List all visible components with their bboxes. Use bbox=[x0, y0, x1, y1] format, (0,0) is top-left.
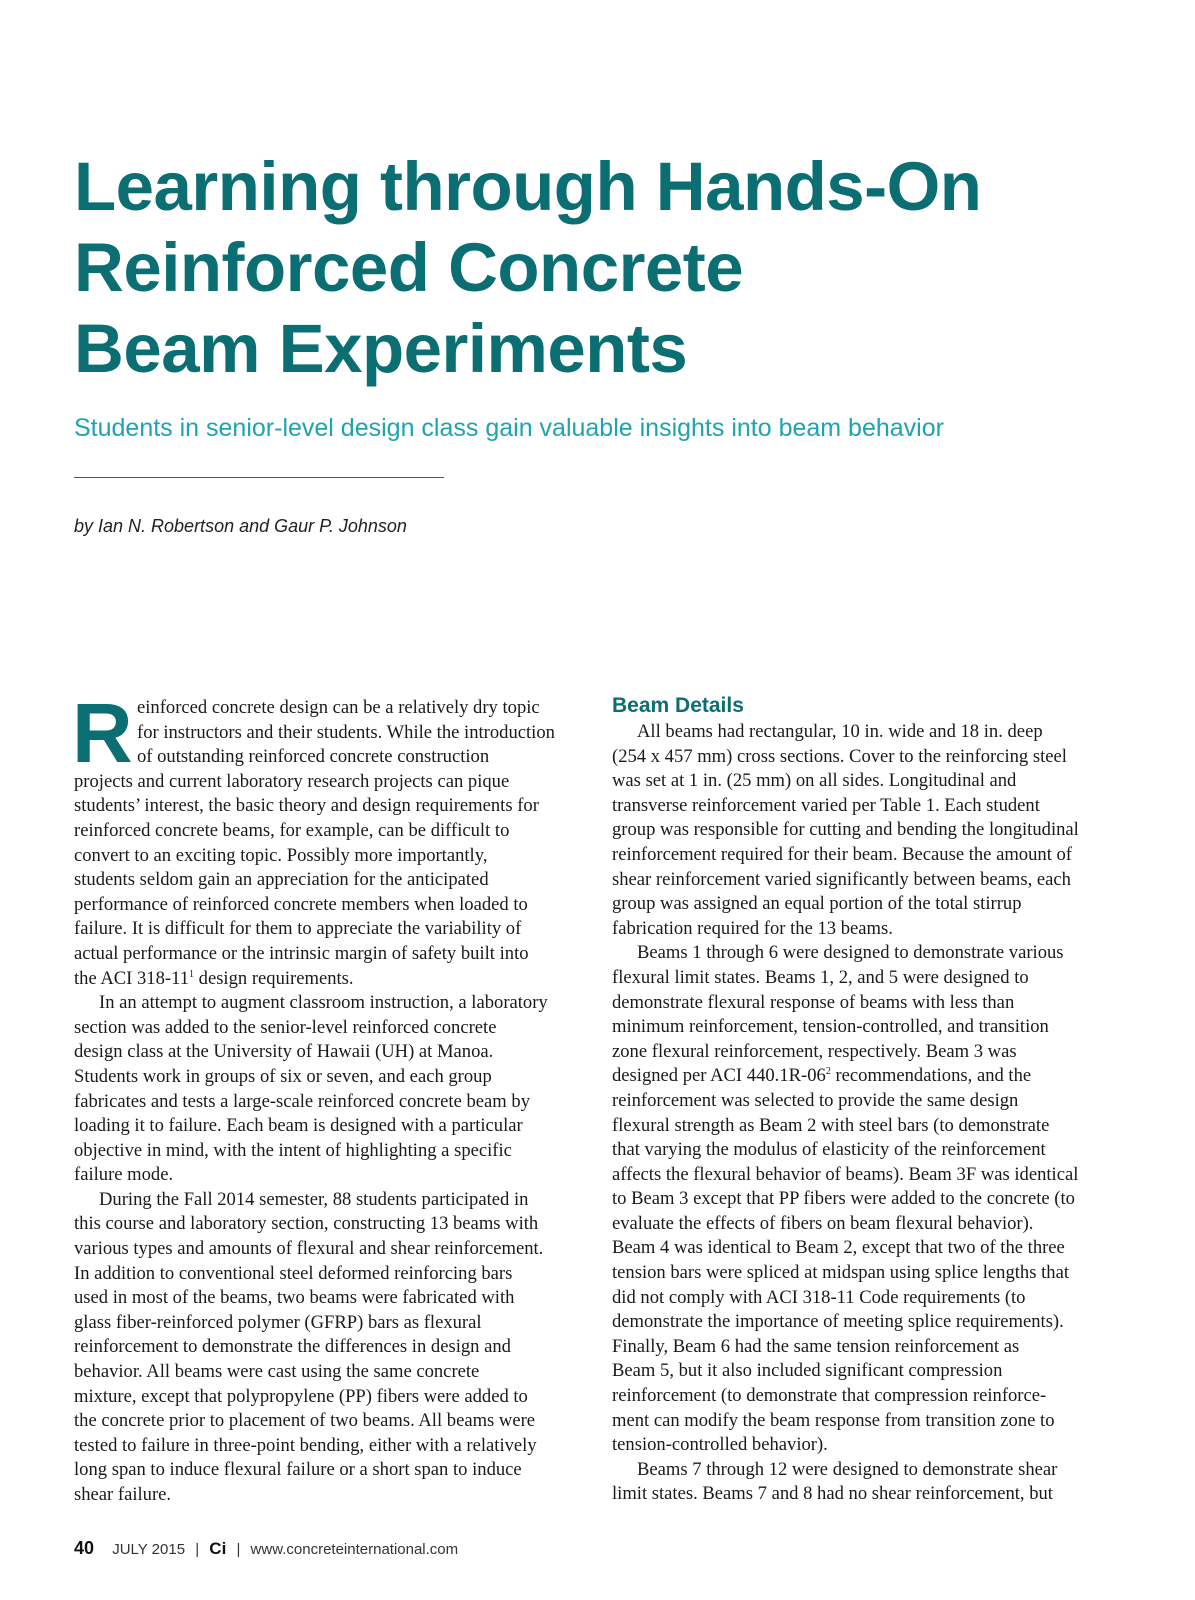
text-line: projects and current laboratory research projects can pique bbox=[74, 770, 510, 792]
text-line: loading it to failure. Each beam is designed with a particular bbox=[74, 1115, 523, 1137]
text-line: fabricates and tests a large-scale reinforced concrete beam by bbox=[74, 1090, 530, 1112]
text-line: reinforced concrete beams, for example, can be difficult to bbox=[74, 819, 510, 841]
text-line: reinforcement was selected to provide the same design bbox=[612, 1089, 1019, 1111]
paragraph-intro bbox=[72, 686, 592, 991]
text-line: tension-controlled behavior). bbox=[612, 1434, 828, 1456]
magazine-logo: Ci bbox=[209, 1539, 227, 1558]
text-line: to Beam 3 except that PP fibers were added to the concrete (to bbox=[612, 1188, 1075, 1210]
text-line: did not comply with ACI 318-11 Code requirements (to bbox=[612, 1286, 1026, 1308]
text-line: demonstrate flexural response of beams with less than bbox=[612, 991, 1015, 1013]
text-line bbox=[612, 1064, 1132, 1089]
text-line: actual performance or the intrinsic margin of safety built into bbox=[74, 942, 529, 964]
text-line: In addition to conventional steel deformed reinforcing bars bbox=[74, 1262, 513, 1284]
text-line: affects the flexural behavior of beams). Beam 3F was identical bbox=[612, 1163, 1079, 1185]
article-title bbox=[74, 146, 1154, 389]
text-line: the concrete prior to placement of two beams. All beams were bbox=[74, 1410, 536, 1432]
text-line: minimum reinforcement, tension-controlled, and transition bbox=[612, 1016, 1049, 1038]
text-segment: the ACI 318-11 bbox=[74, 967, 189, 989]
text-line: Beams 1 through 6 were designed to demonstrate various bbox=[637, 942, 1064, 964]
text-line: reinforcement to demonstrate the differences in design and bbox=[74, 1336, 511, 1358]
text-line: shear failure. bbox=[74, 1484, 172, 1505]
text-line: tested to failure in three-point bending, either with a relatively bbox=[74, 1434, 537, 1456]
text-line: was set at 1 in. (25 mm) on all sides. Longitudinal and bbox=[612, 770, 1017, 792]
text-line: zone flexural reinforcement, respectively. Beam 3 was bbox=[612, 1040, 1017, 1062]
paragraph-lab-section bbox=[74, 991, 592, 1188]
text-line: this course and laboratory section, constructing 13 beams with bbox=[74, 1213, 539, 1235]
text-line bbox=[74, 967, 592, 992]
website-link[interactable]: www.concreteinternational.com bbox=[250, 1541, 459, 1558]
text-line: failure mode. bbox=[74, 1164, 174, 1186]
article-subtitle: Students in senior-level design class gain valuable insights into beam behavior bbox=[74, 414, 944, 442]
paragraph-fall-2014 bbox=[74, 1188, 592, 1508]
text-line: During the Fall 2014 semester, 88 students participated in bbox=[99, 1188, 529, 1210]
section-heading: Beam Details bbox=[612, 694, 744, 717]
text-segment: designed per ACI 440.1R-06 bbox=[612, 1065, 826, 1087]
text-line: design class at the University of Hawaii (UH) at Manoa. bbox=[74, 1041, 494, 1063]
divider bbox=[74, 477, 444, 478]
text-line: failure. It is difficult for them to appreciate the variability of bbox=[74, 918, 522, 940]
text-line: transverse reinforcement varied per Table 1. Each student bbox=[612, 794, 1040, 816]
text-line: ment can modify the beam response from transition zone to bbox=[612, 1409, 1055, 1431]
text-line: flexural limit states. Beams 1, 2, and 5 were designed to bbox=[612, 966, 1029, 988]
text-line: group was responsible for cutting and bending the longitudinal bbox=[612, 819, 1079, 841]
text-line: Beams 7 through 12 were designed to demonstrate shear bbox=[637, 1458, 1058, 1480]
text-line: Beam 5, but it also included significant compression bbox=[612, 1360, 1003, 1382]
text-line: glass fiber-reinforced polymer (GFRP) bars as flexural bbox=[74, 1311, 482, 1333]
text-line: evaluate the effects of fibers on beam flexural behavior). bbox=[612, 1212, 1034, 1234]
text-line: objective in mind, with the intent of highlighting a specific bbox=[74, 1139, 512, 1161]
drop-cap: R bbox=[72, 686, 133, 780]
page-number: 40 bbox=[74, 1538, 95, 1558]
title-line: Beam Experiments bbox=[74, 310, 688, 387]
text-line: Finally, Beam 6 had the same tension reinforcement as bbox=[612, 1335, 1020, 1357]
text-line: Beam 4 was identical to Beam 2, except that two of the three bbox=[612, 1237, 1065, 1259]
text-line: of outstanding reinforced concrete construction bbox=[137, 746, 490, 768]
text-line: In an attempt to augment classroom instruction, a laboratory bbox=[99, 992, 548, 1014]
byline: by Ian N. Robertson and Gaur P. Johnson bbox=[74, 516, 407, 536]
text-segment: recommendations, and the bbox=[830, 1065, 1032, 1087]
text-line: group was assigned an equal portion of the total stirrup bbox=[612, 893, 1022, 915]
text-line: behavior. All beams were cast using the same concrete bbox=[74, 1361, 480, 1383]
text-line: reinforcement (to demonstrate that compression reinforce- bbox=[612, 1385, 1047, 1407]
text-line: long span to induce flexural failure or a short span to induce bbox=[74, 1459, 522, 1481]
reference-superscript: 1 bbox=[189, 968, 194, 980]
text-line: fabrication required for the 13 beams. bbox=[612, 917, 893, 939]
left-column bbox=[72, 686, 592, 1508]
text-line: (254 x 457 mm) cross sections. Cover to the reinforcing steel bbox=[612, 745, 1067, 767]
text-line: Students work in groups of six or seven, and each group bbox=[74, 1065, 492, 1087]
paragraph-flexural-beams bbox=[612, 941, 1132, 1457]
issue-date: JULY 2015 bbox=[112, 1541, 186, 1558]
separator: | bbox=[236, 1541, 241, 1558]
text-line: various types and amounts of flexural and shear reinforcement. bbox=[74, 1238, 544, 1260]
separator: | bbox=[195, 1541, 200, 1558]
text-line: performance of reinforced concrete members when loaded to bbox=[74, 893, 528, 915]
text-line: students seldom gain an appreciation for the anticipated bbox=[74, 869, 489, 891]
text-line: All beams had rectangular, 10 in. wide and 18 in. deep bbox=[637, 721, 1043, 742]
text-line: students’ interest, the basic theory and design requirements for bbox=[74, 795, 539, 817]
paragraph-beam-details bbox=[612, 720, 1132, 941]
text-line: used in most of the beams, two beams were fabricated with bbox=[74, 1287, 515, 1309]
title-line: Reinforced Concrete bbox=[74, 229, 744, 306]
paragraph-shear-beams bbox=[612, 1458, 1132, 1507]
text-line: mixture, except that polypropylene (PP) fibers were added to bbox=[74, 1385, 528, 1407]
text-line: demonstrate the importance of meeting splice requirements). bbox=[612, 1311, 1064, 1333]
text-line: tension bars were spliced at midspan using splice lengths that bbox=[612, 1262, 1069, 1284]
text-line: for instructors and their students. While the introduction bbox=[137, 721, 555, 743]
text-line: convert to an exciting topic. Possibly more importantly, bbox=[74, 844, 488, 866]
text-line: that varying the modulus of elasticity of the reinforcement bbox=[612, 1139, 1046, 1161]
text-line: shear reinforcement varied significantly between beams, each bbox=[612, 868, 1071, 890]
right-column bbox=[612, 694, 1132, 1507]
text-segment: design requirements. bbox=[194, 967, 354, 989]
text-line: section was added to the senior-level reinforced concrete bbox=[74, 1016, 497, 1038]
text-line: reinforcement required for their beam. Because the amount of bbox=[612, 843, 1072, 865]
text-line: limit states. Beams 7 and 8 had no shear reinforcement, but bbox=[612, 1483, 1053, 1505]
text-line: flexural strength as Beam 2 with steel bars (to demonstrate bbox=[612, 1114, 1050, 1136]
page-footer bbox=[74, 1538, 458, 1559]
title-line: Learning through Hands-On bbox=[74, 148, 982, 225]
reference-superscript: 2 bbox=[825, 1066, 831, 1078]
text-line: einforced concrete design can be a relatively dry topic bbox=[137, 697, 540, 718]
